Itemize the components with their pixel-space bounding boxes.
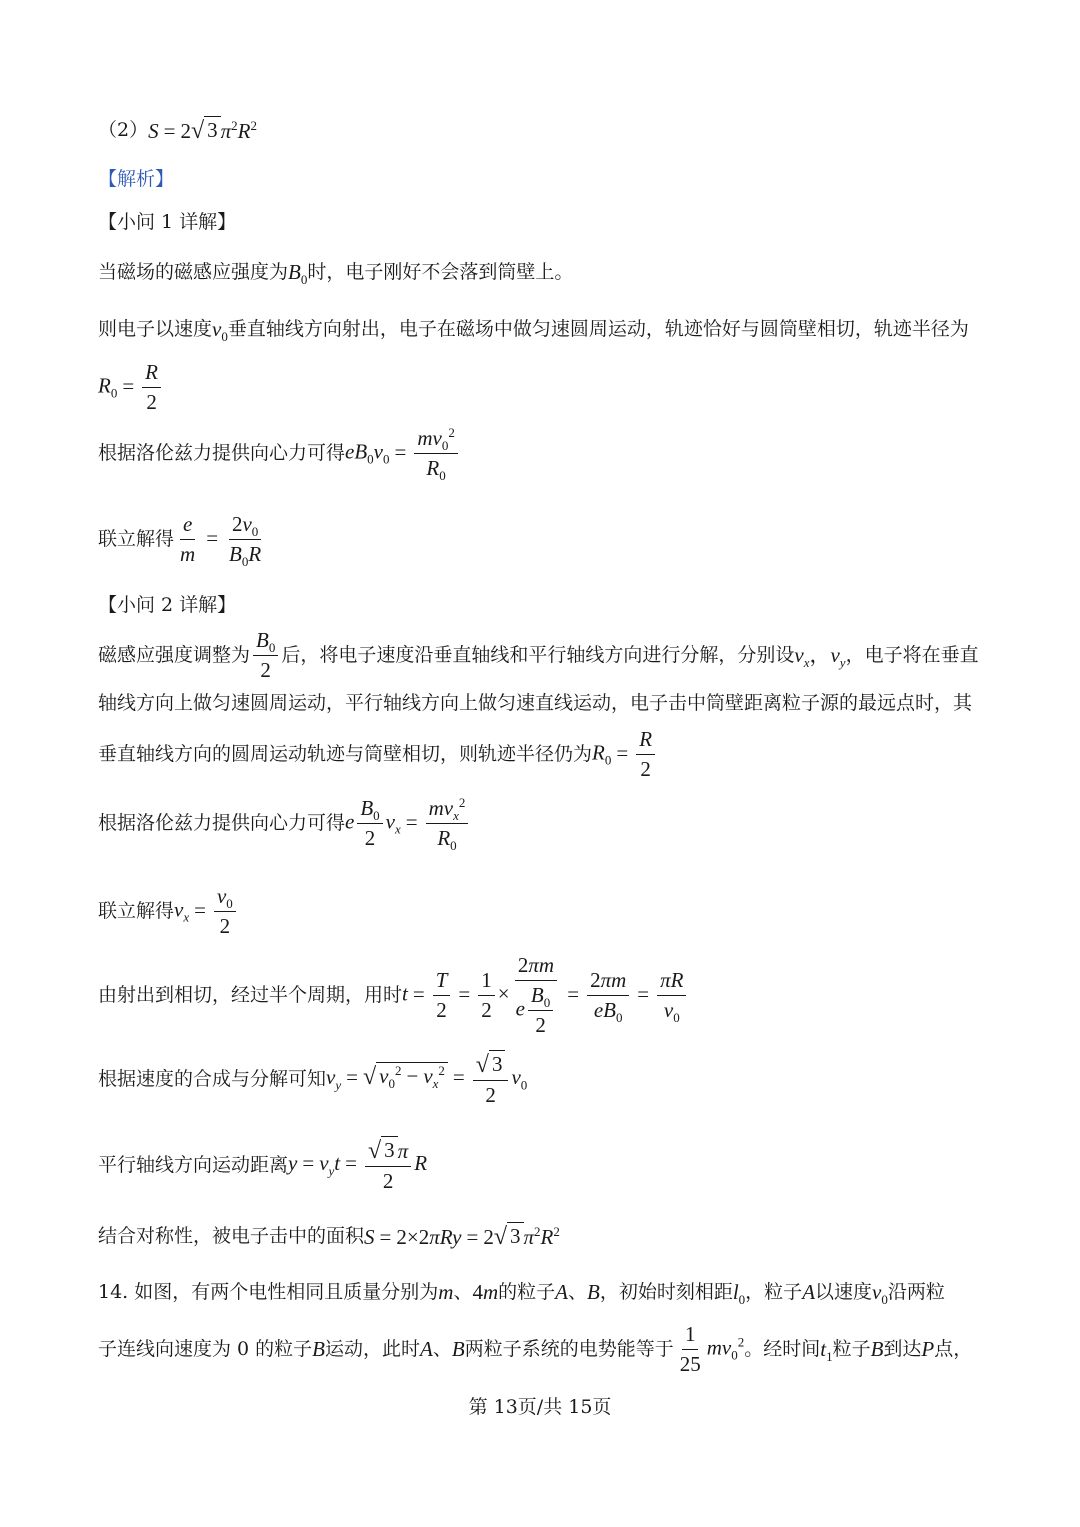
answer-2-formula: S = 2 √ 3 $\pi^2R^2$ (148, 118, 257, 145)
heading-subq1: 【小问 1 详解】 (98, 211, 237, 233)
q2-para-2: 轴线方向上做匀速圆周运动，平行轴线方向上做匀速直线运动，电子击中筒壁距离粒子源的最远点时，其 (98, 692, 973, 714)
answer-2-label: （2） (98, 118, 149, 141)
q14-line-1: 14. 如图，有两个电性相同且质量分别为 m 、 4m 的粒子 A 、 B ，初始时刻相距 $l_0$ ，粒子 A 以速度 $v_0$ 沿两粒 (98, 1280, 945, 1308)
q2-para-7: 根据速度的合成与分解可知 $v_y$ = √ $v_0^2 - v_x^2$ = √ 3 2 $v_0$ (98, 1052, 528, 1108)
q1-para-1: 当磁场的磁感应强度为 $B_0$ 时，电子刚好不会落到筒壁上。 (98, 260, 574, 288)
q1-para-3: 根据洛伦兹力提供向心力可得 $eB_0v_0$ = $\frac{mv_0^2}{R_0}$ (98, 426, 461, 481)
page-number: 第 13页/共 15页 (468, 1396, 612, 1418)
formula-r0: $R_0$ = $\frac{R}{2}$ (98, 360, 164, 415)
heading-analysis: 【解析】 (98, 168, 175, 190)
q14-line-2: 子连线向速度为 0 的粒子 B 运动，此时 A 、 B 两粒子系统的电势能等于 $\frac{1}{25}$ $mv_0^2$ 。经时间 $t_1$ 粒子 B 到达 P 点， (98, 1322, 973, 1377)
heading-subq2: 【小问 2 详解】 (98, 594, 237, 616)
q2-para-5: 联立解得 $v_x$ = $\frac{v_0}{2}$ (98, 884, 239, 939)
q2-para-1: 磁感应强度调整为 $\frac{B_0}{2}$ 后，将电子速度沿垂直轴线和平行轴线方向进行分解，分别设 $v_x$，$v_y$ ，电子将在垂直 (98, 628, 979, 683)
q2-para-4: 根据洛伦兹力提供向心力可得 e $\frac{B_0}{2}$ $v_x$ = $\frac{mv_x^2}{R_0}$ (98, 796, 471, 851)
q2-para-8: 平行轴线方向运动距离 $y = v_yt$ = √ 3 π 2 R (98, 1138, 428, 1194)
q1-para-4: 联立解得 $\frac{e}{m}$ = $\frac{2v_0}{B_0R}$ (98, 512, 262, 570)
answer-2 (98, 116, 257, 144)
q2-para-9: 结合对称性，被电子击中的面积 S = 2×2πRy = 2 √ 3 $\pi^2R^2$ (98, 1224, 560, 1251)
q2-para-3: 垂直轴线方向的圆周运动轨迹与筒壁相切，则轨迹半径仍为 $R_0$ = $\frac{R}{2}$ (98, 727, 658, 782)
q2-para-6: 由射出到相切，经过半个周期，用时 t = $\frac{T}{2}$ = $\frac{1}{2}$ × 2πm e $\frac{B_0}{2}$ = $\frac{2\pi m}{eB_0}$ = $\frac{\pi R}{v_0}$ (98, 953, 689, 1039)
q1-para-2: 则电子以速度 $v_0$ 垂直轴线方向射出，电子在磁场中做匀速圆周运动，轨迹恰好与圆筒壁相切，轨迹半径为 (98, 317, 969, 345)
